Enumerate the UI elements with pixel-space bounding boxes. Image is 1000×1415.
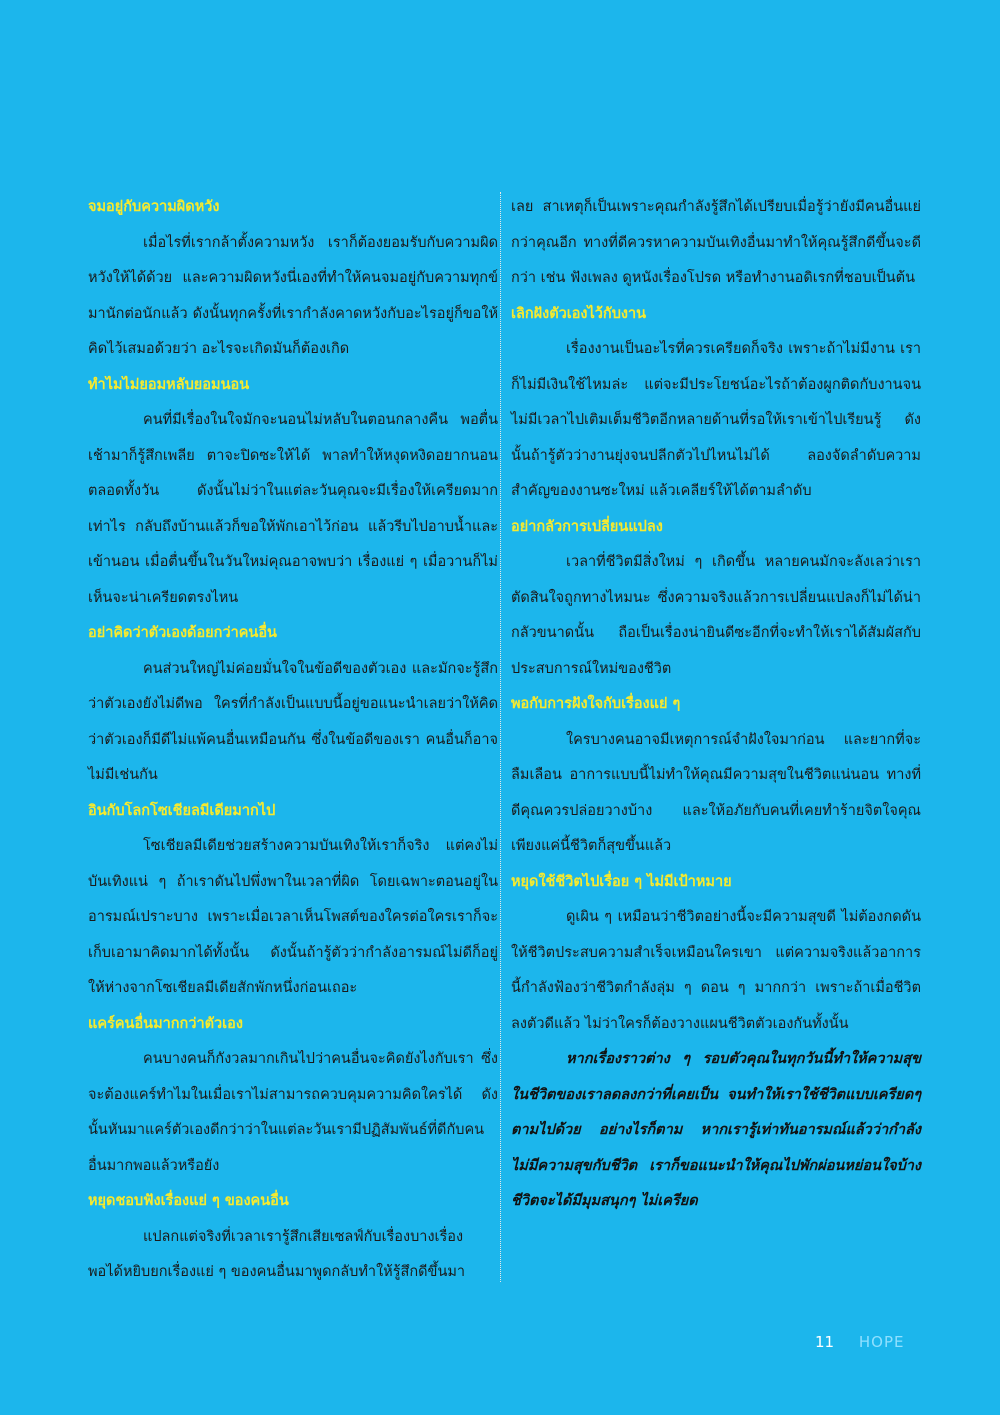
column-divider xyxy=(500,192,501,1282)
section-heading: หยุดชอบฟังเรื่องแย่ ๆ ของคนอื่น xyxy=(88,1193,289,1209)
section-text: คนที่มีเรื่องในใจมักจะนอนไม่หลับในตอนกลางคืน พอตื่นเช้ามาก็รู้สึกเพลีย ตาจะปิดซะให้ได้ พาลทำให้หงุดหงิดอยากนอนตลอดทั้งวัน ดังนั้นไม่ว่าในแต่ละวันคุณจะมีเรื่องให้เครียดมากเท่าไร กลับถึงบ้านแล้วก็ขอให้พักเอาไว้ก่อน แล้วรีบไปอาบน้ำและเข้านอน เมื่อตื่นขึ้นในวันใหม่คุณอาจพบว่า เรื่องแย่ ๆ เมื่อวานก็ไม่เห็นจะน่าเครียดตรงไหน xyxy=(88,412,498,606)
section-heading: อย่าคิดว่าตัวเองด้อยกว่าคนอื่น xyxy=(88,625,277,641)
section-text: แปลกแต่จริงที่เวลาเรารู้สึกเสียเซลฟ์กับเรื่องบางเรื่องพอได้หยิบยกเรื่องแย่ ๆ ของคนอื่นมาพูดกลับทำให้รู้สึกดีขึ้นมา xyxy=(88,1228,466,1280)
page-number: 11 xyxy=(815,1333,835,1351)
section-text: ดูเผิน ๆ เหมือนว่าชีวิตอย่างนี้จะมีความสุขดี ไม่ต้องกดดันให้ชีวิตประสบความสำเร็จเหมือนใครเขา แต่ความจริงแล้วอาการนี้กำลังฟ้องว่าชีวิตกำลังลุ่ม ๆ ดอน ๆ มากกว่า เพราะถ้าเมื่อชีวิตลงตัวดีแล้ว ไม่ว่าใครก็ต้องวางแผนชีวิตตัวเองกันทั้งนั้น xyxy=(511,909,921,1032)
section-heading: อินกับโลกโซเชียลมีเดียมากไป xyxy=(88,802,276,819)
right-column xyxy=(511,190,921,1220)
section-heading: หยุดใช้ชีวิตไปเรื่อย ๆ ไม่มีเป้าหมาย xyxy=(511,873,732,890)
section-text: คนบางคนก็กังวลมากเกินไปว่าคนอื่นจะคิดยังไงกับเรา ซึ่งจะต้องแคร์ทำไมในเมื่อเราไม่สามารถควบคุมความคิดใครได้ ดังนั้นหันมาแคร์ตัวเองดีกว่าว่าในแต่ละวันเรามีปฏิสัมพันธ์ที่ดีกับคนอื่นมากพอแล้วหรือยัง xyxy=(88,1051,498,1174)
section-heading: จมอยู่กับความผิดหวัง xyxy=(88,199,220,215)
magazine-brand: HOPE xyxy=(858,1333,905,1351)
section-text: เรื่องงานเป็นอะไรที่ควรเครียดก็จริง เพราะถ้าไม่มีงาน เราก็ไม่มีเงินใช้ไหมล่ะ แต่จะมีประโยชน์อะไรถ้าต้องผูกติดกับงานจนไม่มีเวลาไปเติมเต็มชีวิตอีกหลายด้านที่รอให้เราเข้าไปเรียนรู้ ดังนั้นถ้ารู้ตัวว่างานยุ่งจนปลีกตัวไปไหนไม่ได้ ลองจัดลำดับความสำคัญของงานซะใหม่ แล้วเคลียร์ให้ได้ตามลำดับ xyxy=(511,341,921,499)
section-heading: อย่ากลัวการเปลี่ยนแปลง xyxy=(511,518,663,535)
page-footer xyxy=(815,1330,904,1354)
section-heading: พอกับการฝังใจกับเรื่องแย่ ๆ xyxy=(511,696,681,712)
summary-text: หากเรื่องราวต่าง ๆ รอบตัวคุณในทุกวันนี้ทำให้ความสุขในชีวิตของเราลดลงกว่าที่เคยเป็น จนทำให้เราใช้ชีวิตแบบเครียดๆ ตามไปด้วย อย่างไรก็ตาม หากเรารู้เท่าทันอารมณ์แล้วว่ากำลังไม่มีความสุขกับชีวิต เราก็ขอแนะนำให้คุณไปพักผ่อนหย่อนใจบ้าง ชีวิตจะได้มีมุมสนุกๆ ไม่เครียด xyxy=(511,1051,921,1209)
section-text: เวลาที่ชีวิตมีสิ่งใหม่ ๆ เกิดขึ้น หลายคนมักจะลังเลว่าเราตัดสินใจถูกทางไหมนะ ซึ่งความจริงแล้วการเปลี่ยนแปลงก็ไม่ได้น่ากลัวขนาดนั้น ถือเป็นเรื่องน่ายินดีซะอีกที่จะทำให้เราได้สัมผัสกับประสบการณ์ใหม่ของชีวิต xyxy=(511,554,921,677)
left-column xyxy=(88,190,498,1291)
section-heading: ทำไมไม่ยอมหลับยอมนอน xyxy=(88,376,250,393)
section-heading: เลิกฝังตัวเองไว้กับงาน xyxy=(511,305,647,322)
continued-text: เลย สาเหตุก็เป็นเพราะคุณกำลังรู้สึกได้เปรียบเมื่อรู้ว่ายังมีคนอื่นแย่กว่าคุณอีก ทางที่ดีควรหาความบันเทิงอื่นมาทำให้คุณรู้สึกดีขึ้นจะดีกว่า เช่น ฟังเพลง ดูหนังเรื่องโปรด หรือทำงานอดิเรกที่ชอบเป็นต้น xyxy=(511,199,921,286)
section-text: เมื่อไรที่เรากล้าตั้งความหวัง เราก็ต้องยอมรับกับความผิดหวังให้ได้ด้วย และความผิดหวังนี่เองที่ทำให้คนจมอยู่กับความทุกข์มานักต่อนักแล้ว ดังนั้นทุกครั้งที่เรากำลังคาดหวังกับอะไรอยู่ก็ขอให้คิดไว้เสมอด้วยว่า อะไรจะเกิดมันก็ต้องเกิด xyxy=(88,234,498,357)
section-text: โซเชียลมีเดียช่วยสร้างความบันเทิงให้เราก็จริง แต่คงไม่บันเทิงแน่ ๆ ถ้าเราดันไปพึ่งพาในเวลาที่ผิด โดยเฉพาะตอนอยู่ในอารมณ์เปราะบาง เพราะเมื่อเวลาเห็นโพสต์ของใครต่อใครเราก็จะเก็บเอามาคิดมากได้ทั้งนั้น ดังนั้นถ้ารู้ตัวว่ากำลังอารมณ์ไม่ดีก็อยู่ให้ห่างจากโซเชียลมีเดียสักพักหนึ่งก่อนเถอะ xyxy=(88,838,498,996)
section-text: คนส่วนใหญ่ไม่ค่อยมั่นใจในข้อดีของตัวเอง และมักจะรู้สึกว่าตัวเองยังไม่ดีพอ ใครที่กำลังเป็นแบบนี้อยู่ขอแนะนำเลยว่าให้คิดว่าตัวเองก็มีดีไม่แพ้คนอื่นเหมือนกัน ซึ่งในข้อดีของเรา คนอื่นก็อาจไม่มีเช่นกัน xyxy=(88,660,498,783)
section-text: ใครบางคนอาจมีเหตุการณ์จำฝังใจมาก่อน และยากที่จะลืมเลือน อาการแบบนี้ไม่ทำให้คุณมีความสุขในชีวิตแน่นอน ทางที่ดีคุณควรปล่อยวางบ้าง และให้อภัยกับคนที่เคยทำร้ายจิตใจคุณเพียงแค่นี้ชีวิตก็สุขขึ้นแล้ว xyxy=(511,731,921,854)
section-heading: แคร์คนอื่นมากกว่าตัวเอง xyxy=(88,1015,243,1032)
